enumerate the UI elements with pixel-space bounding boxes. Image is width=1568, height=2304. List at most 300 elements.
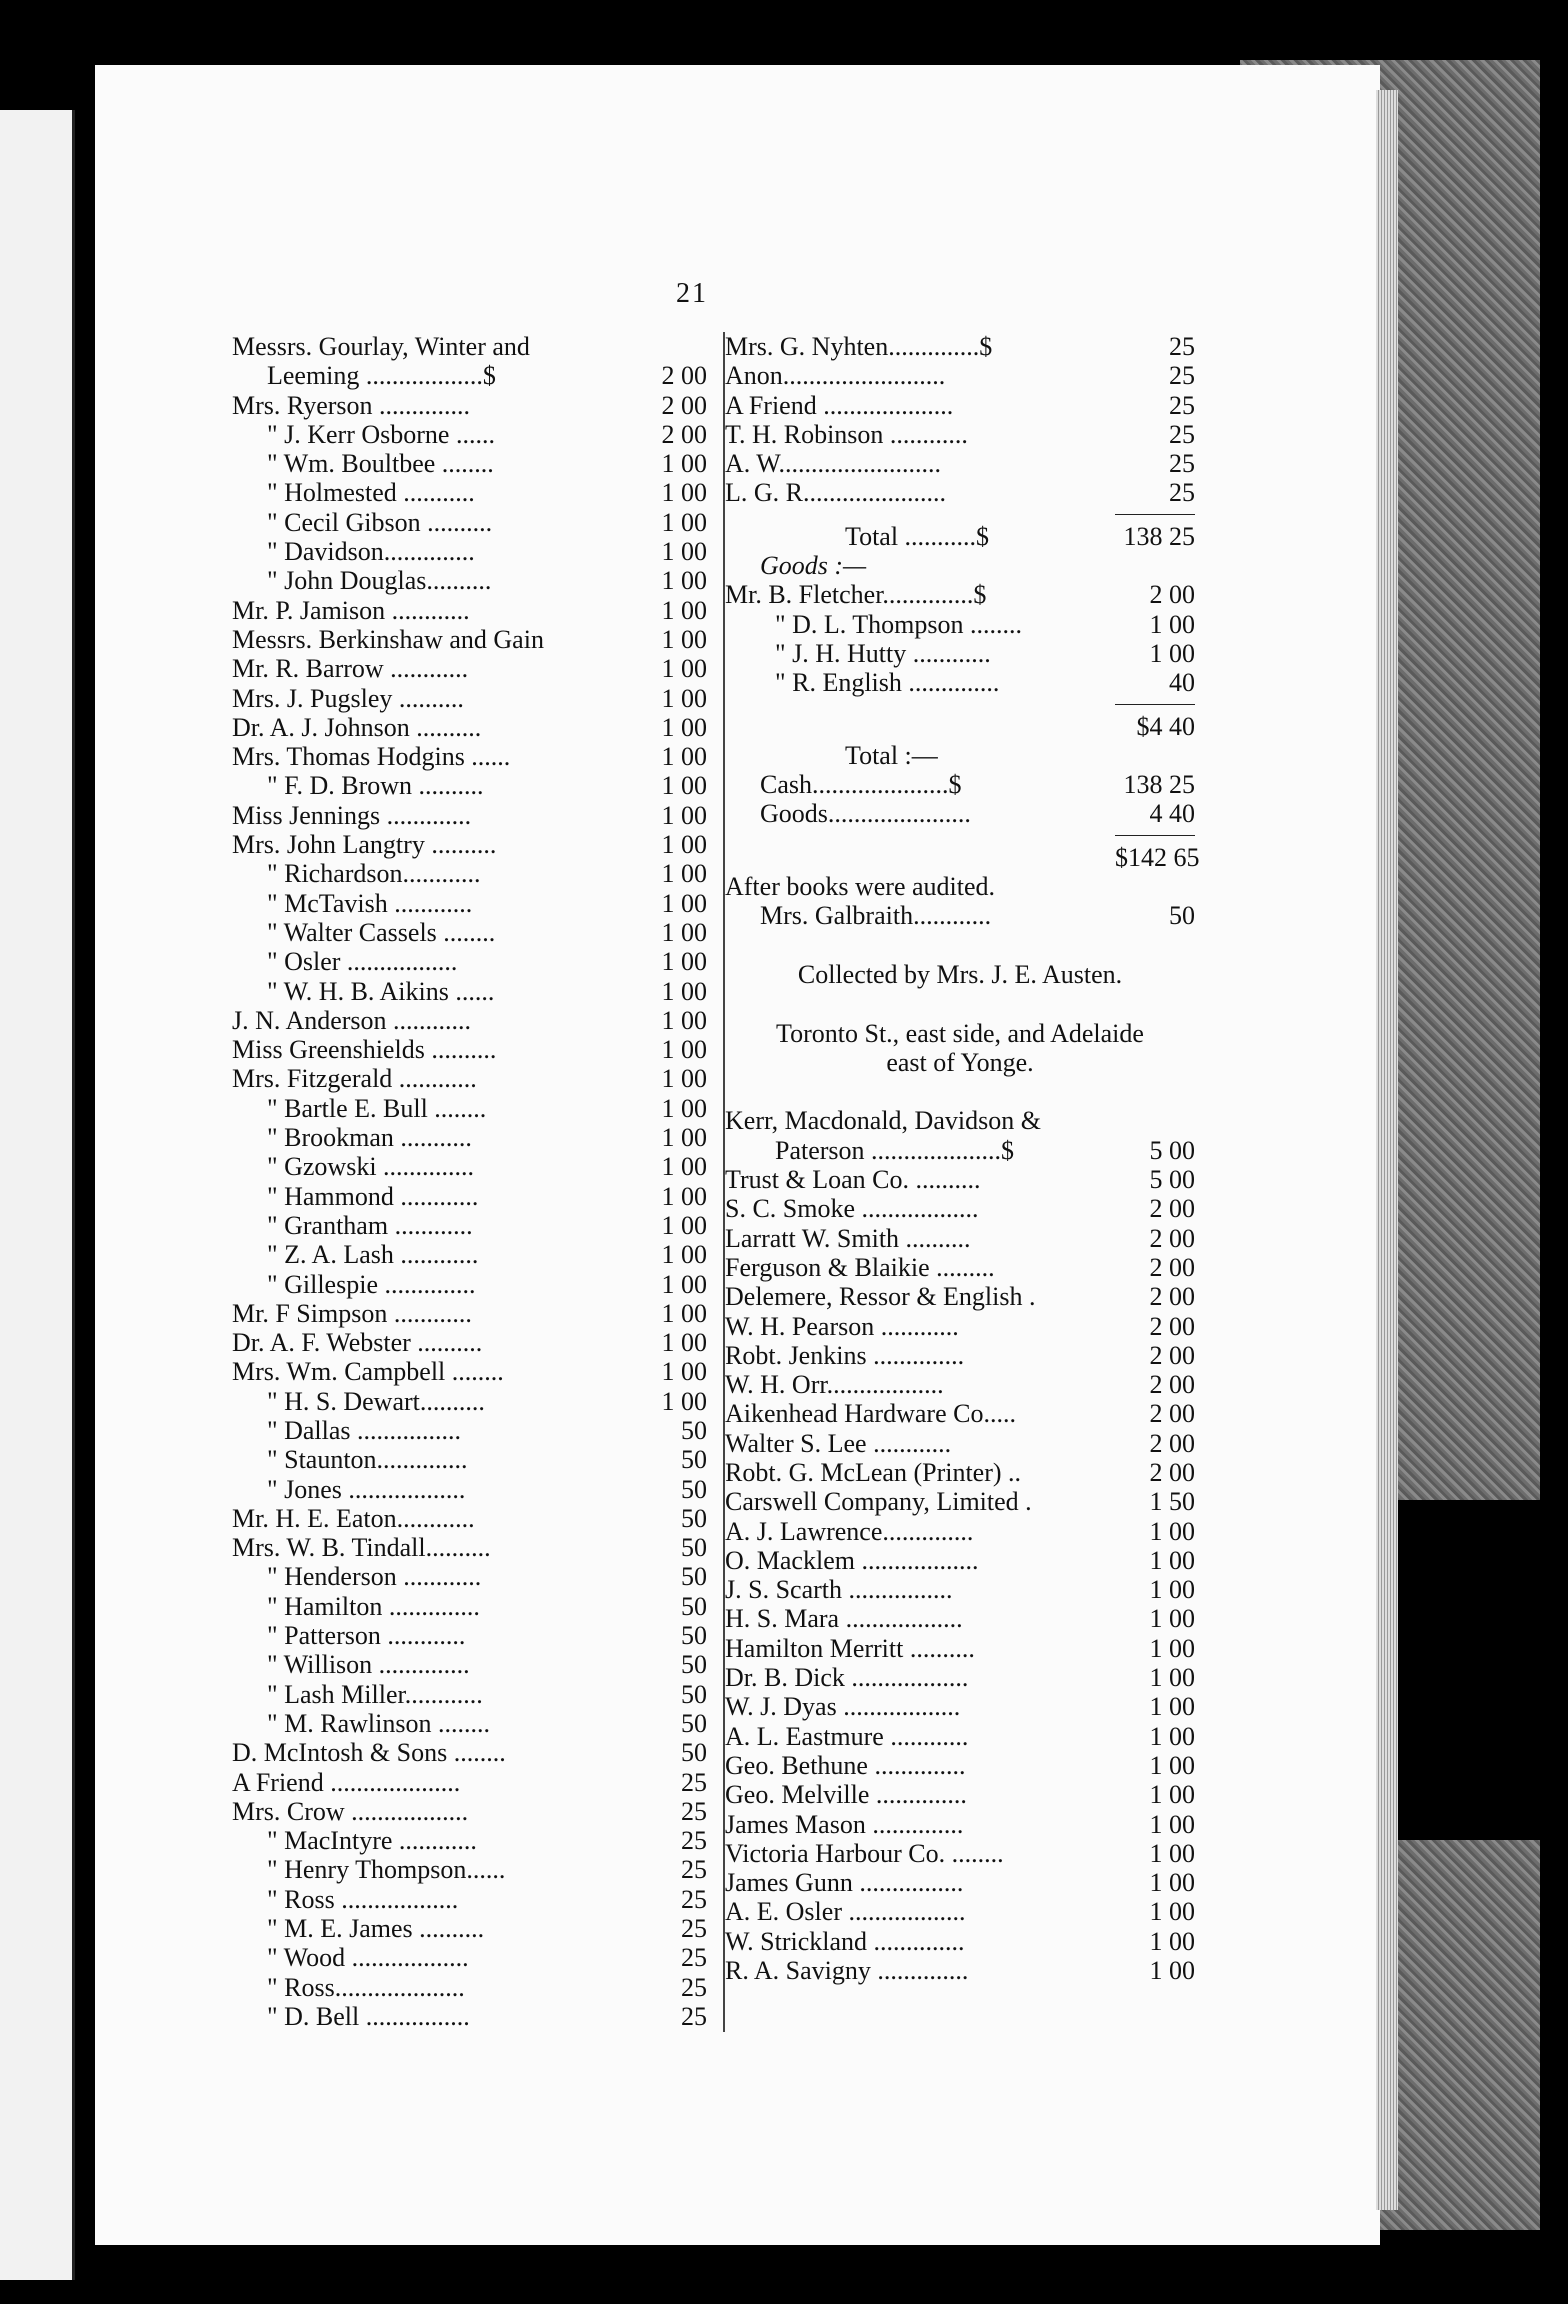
spacer: [725, 989, 1195, 1018]
entry-name: W. J. Dyas ..................: [725, 1692, 961, 1722]
cover-shadow: [1370, 1500, 1568, 1840]
entry-amount: 2 00: [1149, 1370, 1195, 1400]
entry-name: Total ...........$: [845, 521, 990, 551]
entry-name: Mr. B. Fletcher..............$: [725, 580, 987, 610]
entry-amount: 1 00: [661, 595, 707, 625]
ledger-entry: [232, 449, 707, 478]
ledger-entry: [232, 1855, 707, 1884]
ledger-entry: [232, 801, 707, 830]
ledger-entry: [725, 1253, 1195, 1282]
entry-name: " Lash Miller............: [267, 1679, 483, 1709]
entry-name: Kerr, Macdonald, Davidson &: [725, 1106, 1041, 1136]
ledger-entry: [232, 361, 707, 390]
page-stack-edge: [1376, 90, 1398, 2210]
spacer: [725, 1077, 1195, 1106]
right-column: [725, 332, 1200, 1986]
entry-name: Goods :—: [760, 551, 867, 581]
entry-name: James Mason ..............: [725, 1809, 964, 1839]
ledger-entry: [232, 1035, 707, 1064]
entry-amount: 25: [1169, 361, 1195, 391]
entry-amount: 1 00: [1149, 1663, 1195, 1693]
entry-amount: 1 00: [661, 1035, 707, 1065]
ledger-entry: [725, 1692, 1195, 1721]
entry-name: A. L. Eastmure ............: [725, 1721, 969, 1751]
entry-name: " Richardson............: [267, 859, 481, 889]
ledger-entry: [725, 1487, 1195, 1516]
entry-name: Larratt W. Smith ..........: [725, 1223, 971, 1253]
entry-amount: 1 00: [1149, 1545, 1195, 1575]
ledger-entry: [232, 654, 707, 683]
ledger-entry: [232, 1211, 707, 1240]
entry-name: " Hammond ............: [267, 1181, 479, 1211]
ledger-entry: [725, 1722, 1195, 1751]
entry-name: Trust & Loan Co. ..........: [725, 1165, 981, 1195]
entry-amount: 50: [681, 1708, 707, 1738]
entry-amount: 25: [681, 1796, 707, 1826]
entry-name: " Patterson ............: [267, 1621, 466, 1651]
entry-amount: 4 40: [1149, 799, 1195, 829]
ledger-entry: [232, 1299, 707, 1328]
entry-amount: 1 00: [661, 1298, 707, 1328]
page-number: 21: [676, 278, 708, 309]
entry-amount: 1 00: [661, 1357, 707, 1387]
entry-name: Carswell Company, Limited .: [725, 1487, 1032, 1517]
ledger-entry: [725, 1810, 1195, 1839]
entry-name: Geo. Melville ..............: [725, 1780, 967, 1810]
entry-name: east of Yonge.: [886, 1047, 1034, 1077]
entry-name: " Walter Cassels ........: [267, 917, 496, 947]
entry-name: Mr. P. Jamison ............: [232, 595, 470, 625]
entry-name: Delemere, Ressor & English .: [725, 1282, 1036, 1312]
entry-name: " Hamilton ..............: [267, 1591, 480, 1621]
ledger-entry: [232, 1533, 707, 1562]
ledger-entry: [725, 478, 1195, 507]
entry-amount: 1 00: [661, 478, 707, 508]
ledger-entry: [232, 1650, 707, 1679]
entry-amount: $142 65: [1115, 842, 1200, 872]
entry-amount: 1 00: [661, 654, 707, 684]
entry-name: " M. E. James ..........: [267, 1914, 485, 1944]
entry-name: Mr. R. Barrow ............: [232, 654, 469, 684]
entry-amount: 2 00: [1149, 580, 1195, 610]
entry-amount: 50: [681, 1621, 707, 1651]
entry-amount: 1 00: [661, 1093, 707, 1123]
ledger-entry: [232, 1943, 707, 1972]
sum-rule: [725, 829, 1195, 843]
entry-amount: 5 00: [1149, 1165, 1195, 1195]
entry-amount: 1 00: [1149, 1604, 1195, 1634]
sum-rule: [725, 698, 1195, 712]
ledger-entry: [232, 1797, 707, 1826]
entry-amount: 1 00: [661, 537, 707, 567]
entry-amount: 25: [681, 1767, 707, 1797]
entry-amount: 1 00: [661, 449, 707, 479]
entry-amount: 25: [681, 1884, 707, 1914]
ledger-entry: [725, 1312, 1195, 1341]
entry-amount: 2 00: [1149, 1282, 1195, 1312]
ledger-entry: [725, 449, 1195, 478]
ledger-entry: [232, 1387, 707, 1416]
entry-name: " R. English ..............: [775, 668, 1000, 698]
ledger-entry: [725, 391, 1195, 420]
entry-name: Mr. H. E. Eaton............: [232, 1503, 475, 1533]
entry-name: " Osler .................: [267, 947, 458, 977]
ledger-entry: [725, 1927, 1195, 1956]
entry-name: Robt. Jenkins ..............: [725, 1340, 965, 1370]
ledger-entry: [232, 889, 707, 918]
entry-amount: 1 00: [661, 1269, 707, 1299]
entry-name: Messrs. Gourlay, Winter and: [232, 332, 530, 361]
entry-amount: 50: [681, 1562, 707, 1592]
entry-name: A. E. Osler ..................: [725, 1897, 966, 1927]
entry-name: Ferguson & Blaikie .........: [725, 1252, 995, 1282]
ledger-entry: [725, 842, 1200, 872]
entry-amount: 50: [681, 1738, 707, 1768]
ledger-entry: [725, 332, 1195, 361]
ledger-entry: [232, 2002, 707, 2031]
entry-amount: 1 00: [661, 800, 707, 830]
entry-amount: 1 00: [661, 888, 707, 918]
ledger-entry: [232, 508, 707, 537]
entry-name: " Brookman ...........: [267, 1123, 472, 1153]
entry-amount: 50: [681, 1415, 707, 1445]
ledger-entry: [232, 1182, 707, 1211]
ledger-entry: [725, 420, 1195, 449]
entry-name: Dr. A. F. Webster ..........: [232, 1328, 483, 1358]
entry-name: S. C. Smoke ..................: [725, 1194, 979, 1224]
entry-amount: 50: [681, 1503, 707, 1533]
ledger-entry: [232, 1152, 707, 1181]
entry-amount: 2 00: [1149, 1399, 1195, 1429]
entry-amount: 25: [681, 1972, 707, 2002]
entry-name: Dr. B. Dick ..................: [725, 1663, 969, 1693]
ledger-entry: [725, 522, 1195, 551]
entry-amount: 1 00: [661, 1386, 707, 1416]
ledger-entry: [725, 712, 1195, 741]
ledger-entry: [725, 1897, 1195, 1926]
entry-amount: 1 00: [1149, 1897, 1195, 1927]
ledger-entry: [232, 1680, 707, 1709]
ledger-entry: [232, 596, 707, 625]
entry-name: Mrs. G. Nyhten..............$: [725, 332, 993, 361]
entry-name: " Dallas ................: [267, 1415, 462, 1445]
ledger-entry: [232, 947, 707, 976]
ledger-entry: [232, 1064, 707, 1093]
entry-amount: 50: [681, 1650, 707, 1680]
entry-amount: 1 00: [1149, 1838, 1195, 1868]
ledger-entry: [232, 1123, 707, 1152]
ledger-entry: [725, 1429, 1195, 1458]
entry-amount: 2 00: [1149, 1457, 1195, 1487]
section-title: [725, 960, 1195, 989]
entry-name: Mrs. J. Pugsley ..........: [232, 683, 464, 713]
entry-amount: 2 00: [1149, 1252, 1195, 1282]
ledger-entry: [232, 1094, 707, 1123]
ledger-entry: [725, 1575, 1195, 1604]
entry-amount: 1 00: [661, 917, 707, 947]
entry-name: " McTavish ............: [267, 888, 473, 918]
ledger-entry: [725, 1780, 1195, 1809]
entry-amount: 2 00: [661, 419, 707, 449]
entry-amount: 1 00: [661, 624, 707, 654]
entry-amount: 1 00: [661, 947, 707, 977]
ledger-entry: [725, 1956, 1195, 1985]
entry-name: W. Strickland ..............: [725, 1926, 965, 1956]
entry-name: Mrs. W. B. Tindall..........: [232, 1533, 491, 1563]
spacer: [725, 931, 1195, 960]
entry-name: A. W.........................: [725, 449, 941, 479]
entry-amount: 2 00: [1149, 1311, 1195, 1341]
entry-name: Geo. Bethune ..............: [725, 1750, 966, 1780]
ledger-entry: [232, 977, 707, 1006]
entry-name: " Bartle E. Bull ........: [267, 1093, 487, 1123]
ledger-entry: [725, 1194, 1195, 1223]
entry-amount: 2 00: [661, 390, 707, 420]
ledger-entry: [725, 1663, 1195, 1692]
entry-name: Miss Jennings .............: [232, 800, 472, 830]
entry-amount: 1 00: [661, 1152, 707, 1182]
entry-name: J. N. Anderson ............: [232, 1005, 472, 1035]
ledger-entry: [232, 1006, 707, 1035]
ledger-entry: [232, 1592, 707, 1621]
entry-name: " John Douglas..........: [267, 566, 492, 596]
ledger-entry: [725, 1399, 1195, 1428]
ledger-entry: [725, 1136, 1195, 1165]
entry-amount: 1 00: [1149, 1956, 1195, 1986]
entry-name: Mrs. John Langtry ..........: [232, 830, 497, 860]
entry-name: Hamilton Merritt ..........: [725, 1633, 975, 1663]
entry-name: Victoria Harbour Co. ........: [725, 1838, 1004, 1868]
entry-amount: 138 25: [1123, 770, 1195, 800]
entry-name: " Davidson..............: [267, 537, 475, 567]
entry-name: Messrs. Berkinshaw and Gain: [232, 624, 544, 654]
ledger-entry: [725, 741, 1195, 770]
ledger-entry: [232, 1445, 707, 1474]
ledger-entry: [232, 918, 707, 947]
entry-name: Mrs. Ryerson ..............: [232, 390, 471, 420]
entry-amount: 40: [1169, 668, 1195, 698]
entry-name: R. A. Savigny ..............: [725, 1956, 969, 1986]
entry-amount: 1 00: [1149, 609, 1195, 639]
entry-amount: 2 00: [1149, 1194, 1195, 1224]
entry-name: " H. S. Dewart..........: [267, 1386, 485, 1416]
entry-amount: 2 00: [1149, 1428, 1195, 1458]
entry-name: Miss Greenshields ..........: [232, 1035, 497, 1065]
entry-name: Mr. F Simpson ............: [232, 1298, 472, 1328]
ledger-entry: [232, 713, 707, 742]
ledger-entry: [232, 771, 707, 800]
ledger-entry: [232, 1709, 707, 1738]
entry-amount: 1 00: [661, 566, 707, 596]
entry-amount: 138 25: [1123, 521, 1195, 551]
ledger-entry: [725, 610, 1195, 639]
ledger-entry: [232, 625, 707, 654]
section-title: [725, 1048, 1195, 1077]
entry-name: D. McIntosh & Sons ........: [232, 1738, 506, 1768]
entry-name: " M. Rawlinson ........: [267, 1708, 490, 1738]
entry-name: Mrs. Crow ..................: [232, 1796, 469, 1826]
ledger-entry: [725, 1604, 1195, 1633]
facing-page-edge: [0, 110, 75, 2280]
ledger-entry: [232, 684, 707, 713]
entry-name: " Cecil Gibson ..........: [267, 507, 493, 537]
section-heading: [725, 551, 1195, 580]
entry-amount: 1 00: [661, 683, 707, 713]
ledger-entry: [232, 1270, 707, 1299]
entry-name: " Ross ..................: [267, 1884, 459, 1914]
entry-name: Collected by Mrs. J. E. Austen.: [797, 959, 1123, 989]
entry-name: James Gunn ................: [725, 1868, 964, 1898]
entry-name: T. H. Robinson ............: [725, 419, 968, 449]
entry-amount: 5 00: [1149, 1135, 1195, 1165]
entry-name: " Grantham ............: [267, 1210, 473, 1240]
entry-name: " W. H. B. Aikins ......: [267, 976, 495, 1006]
entry-amount: 2 00: [661, 361, 707, 391]
entry-name: " D. Bell ................: [267, 2001, 470, 2031]
ledger-entry: [232, 1768, 707, 1797]
entry-amount: 1 00: [1149, 1633, 1195, 1663]
entry-amount: 50: [1169, 901, 1195, 931]
ledger-entry: [725, 361, 1195, 390]
ledger-entry: [725, 1546, 1195, 1575]
entry-amount: 50: [681, 1679, 707, 1709]
entry-amount: 1 00: [661, 830, 707, 860]
entry-name: " J. Kerr Osborne ......: [267, 419, 495, 449]
ledger-entry: [725, 1839, 1195, 1868]
ledger-entry: [725, 1634, 1195, 1663]
entry-name: " Z. A. Lash ............: [267, 1240, 479, 1270]
entry-amount: 1 00: [661, 742, 707, 772]
entry-name: W. H. Orr..................: [725, 1370, 944, 1400]
ledger-entry: [725, 1106, 1195, 1135]
entry-amount: 1 00: [661, 976, 707, 1006]
entry-name: H. S. Mara ..................: [725, 1604, 963, 1634]
entry-amount: 50: [681, 1474, 707, 1504]
ledger-entry: [232, 1621, 707, 1650]
entry-name: " Staunton..............: [267, 1445, 468, 1475]
sum-rule: [725, 508, 1195, 522]
section-title: [725, 1019, 1195, 1048]
ledger-entry: [725, 639, 1195, 668]
ledger-entry: [232, 742, 707, 771]
entry-amount: 1 00: [1149, 1721, 1195, 1751]
entry-amount: 25: [1169, 449, 1195, 479]
entry-name: Paterson ....................$: [775, 1135, 1015, 1165]
entry-name: " Ross....................: [267, 1972, 465, 2002]
entry-name: Goods......................: [760, 799, 971, 829]
entry-name: Total :—: [845, 740, 938, 770]
entry-name: Mrs. Galbraith............: [760, 901, 992, 931]
ledger-entry: [232, 1504, 707, 1533]
entry-amount: 1 00: [661, 1005, 707, 1035]
ledger-entry: [232, 1240, 707, 1269]
entry-name: " Henry Thompson......: [267, 1855, 506, 1885]
entry-name: Cash.....................$: [760, 770, 962, 800]
entry-name: " Gillespie ..............: [267, 1269, 476, 1299]
ledger-entry: [232, 830, 707, 859]
entry-name: " F. D. Brown ..........: [267, 771, 484, 801]
entry-amount: 25: [681, 1855, 707, 1885]
entry-amount: 25: [681, 1943, 707, 1973]
ledger-entry: [232, 537, 707, 566]
entry-name: A Friend ....................: [232, 1767, 461, 1797]
entry-name: J. S. Scarth ................: [725, 1575, 953, 1605]
ledger-entry: [232, 1416, 707, 1445]
ledger-entry: [725, 1458, 1195, 1487]
ledger-entry: [232, 332, 707, 361]
entry-amount: 2 00: [1149, 1223, 1195, 1253]
entry-amount: 25: [681, 1826, 707, 1856]
ledger-entry: [725, 1165, 1195, 1194]
ledger-entry: [725, 1517, 1195, 1546]
entry-amount: 1 00: [1149, 1926, 1195, 1956]
entry-name: " Willison ..............: [267, 1650, 470, 1680]
entry-name: Toronto St., east side, and Adelaide: [776, 1018, 1144, 1048]
ledger-entry: [232, 1357, 707, 1386]
entry-amount: 25: [681, 2001, 707, 2031]
entry-name: A Friend ....................: [725, 390, 954, 420]
entry-name: Walter S. Lee ............: [725, 1428, 952, 1458]
entry-amount: $4 40: [1136, 711, 1195, 741]
ledger-entry: [232, 1475, 707, 1504]
entry-name: Anon.........................: [725, 361, 946, 391]
entry-amount: 1 00: [661, 859, 707, 889]
left-column: [232, 332, 707, 2031]
entry-amount: 1 00: [1149, 1575, 1195, 1605]
entry-name: " Holmested ...........: [267, 478, 475, 508]
ledger-entry: [232, 859, 707, 888]
entry-name: A. J. Lawrence..............: [725, 1516, 974, 1546]
ledger-entry: [725, 1282, 1195, 1311]
ledger-entry: [725, 580, 1195, 609]
ledger-entry: [725, 668, 1195, 697]
ledger-entry: [725, 770, 1195, 799]
entry-name: L. G. R......................: [725, 478, 946, 508]
entry-amount: 25: [681, 1914, 707, 1944]
entry-name: Mrs. Thomas Hodgins ......: [232, 742, 511, 772]
entry-name: " J. H. Hutty ............: [775, 638, 991, 668]
ledger-entry: [232, 1562, 707, 1591]
entry-name: Aikenhead Hardware Co.....: [725, 1399, 1016, 1429]
entry-name: Mrs. Fitzgerald ............: [232, 1064, 477, 1094]
entry-amount: 1 00: [661, 1123, 707, 1153]
ledger-entry: [232, 391, 707, 420]
ledger-entry: [232, 1826, 707, 1855]
ledger-entry: [725, 872, 1195, 901]
ledger-entry: [725, 901, 1195, 930]
entry-amount: 1 00: [1149, 1809, 1195, 1839]
entry-amount: 1 00: [661, 1328, 707, 1358]
entry-amount: 1 00: [661, 1064, 707, 1094]
entry-amount: 1 00: [1149, 638, 1195, 668]
ledger-entry: [232, 420, 707, 449]
ledger-entry: [725, 1868, 1195, 1897]
entry-amount: 1 00: [1149, 1750, 1195, 1780]
entry-name: " Henderson ............: [267, 1562, 482, 1592]
ledger-entry: [725, 799, 1195, 828]
entry-name: " D. L. Thompson ........: [775, 609, 1023, 639]
entry-name: " Wm. Boultbee ........: [267, 449, 494, 479]
entry-name: W. H. Pearson ............: [725, 1311, 959, 1341]
entry-name: After books were audited.: [725, 872, 996, 902]
entry-amount: 50: [681, 1533, 707, 1563]
entry-name: Leeming ..................$: [267, 361, 496, 391]
entry-amount: 25: [1169, 390, 1195, 420]
entry-name: " Wood ..................: [267, 1943, 469, 1973]
entry-amount: 1 00: [661, 712, 707, 742]
entry-amount: 1 50: [1149, 1487, 1195, 1517]
ledger-entry: [725, 1751, 1195, 1780]
